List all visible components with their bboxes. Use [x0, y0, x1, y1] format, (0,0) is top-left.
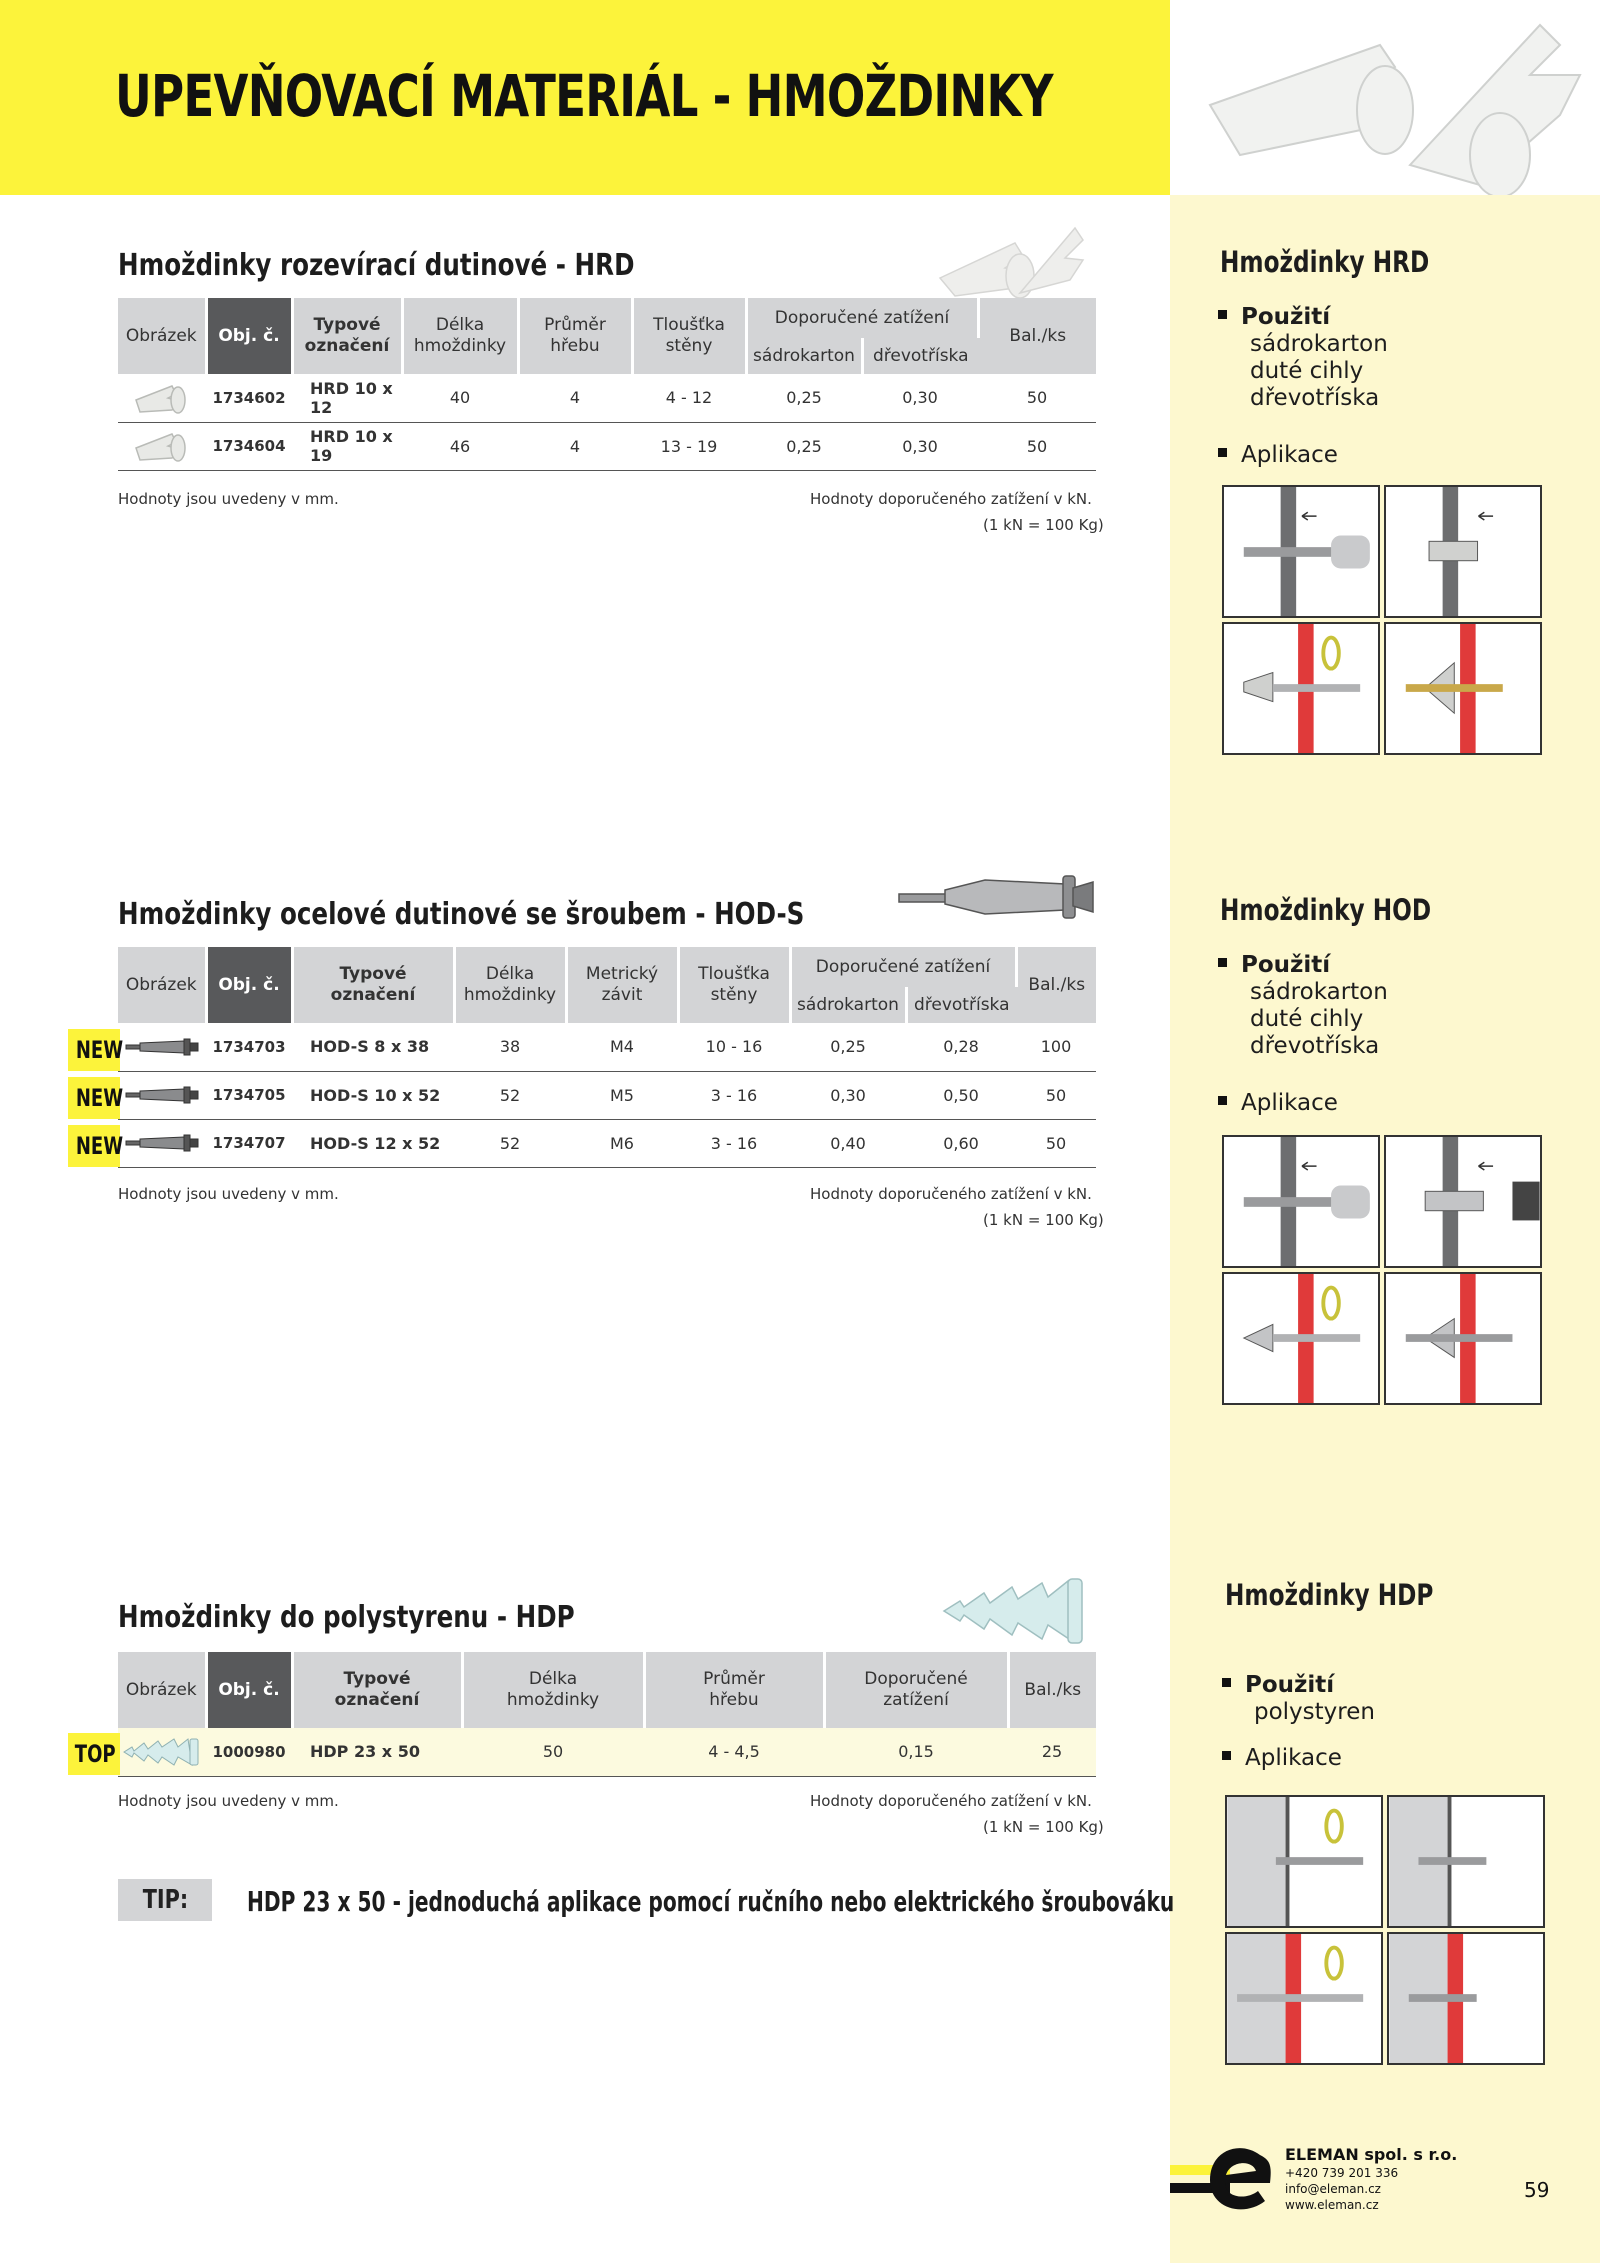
note-load: Hodnoty doporučeného zatížení v kN. — [810, 1792, 1092, 1810]
screw-icon — [1387, 1932, 1545, 2065]
screw-icon — [1384, 1272, 1542, 1405]
col-header-obrazek: Obrázek — [118, 1652, 206, 1728]
col-header-obrazek: Obrázek — [118, 947, 206, 1023]
bullet-icon — [1218, 958, 1227, 967]
table-row: 1734703 HOD-S 8 x 38 38 M4 10 - 16 0,25 0,28 100 — [118, 1023, 1096, 1071]
sidebar-usage-hod: Použití sádrokarton duté cihly dřevotříska — [1218, 952, 1388, 1060]
col-header-obj: Obj. č. — [206, 947, 292, 1023]
col-header-prumer: Průměr hřebu — [518, 298, 632, 374]
email-link[interactable]: info@eleman.cz — [1285, 2182, 1381, 2196]
bullet-icon — [1218, 1096, 1227, 1105]
screw-icon — [1387, 1795, 1545, 1928]
sidebar-title-hrd: Hmoždinky HRD — [1220, 245, 1430, 279]
web-link[interactable]: www.eleman.cz — [1285, 2198, 1379, 2212]
note-kn: (1 kN = 100 Kg) — [983, 516, 1104, 534]
sidebar-aplikace-hod: Aplikace — [1218, 1090, 1338, 1117]
col-header-obj: Obj. č. — [206, 1652, 292, 1728]
page-number: 59 — [1524, 2178, 1550, 2202]
bullet-icon — [1218, 310, 1227, 319]
new-badge: NEW — [68, 1125, 120, 1167]
col-header-drevotriska: dřevotříska — [906, 987, 1016, 1023]
sidebar-aplikace-hrd: Aplikace — [1218, 442, 1338, 469]
note-units: Hodnoty jsou uvedeny v mm. — [118, 1185, 339, 1203]
note-kn: (1 kN = 100 Kg) — [983, 1211, 1104, 1229]
table-hods — [118, 947, 1096, 1168]
product-thumb — [118, 1728, 206, 1776]
col-header-zatizeni: Doporučené zatížení — [790, 947, 1016, 987]
company-info: ELEMAN spol. s r.o. +420 739 201 336 info@eleman.cz www.eleman.cz — [1285, 2145, 1458, 2212]
top-badge: TOP — [68, 1733, 120, 1775]
eleman-logo — [1170, 2135, 1280, 2225]
col-header-tloustka: Tloušťka stěny — [632, 298, 746, 374]
sidebar-usage-hrd: Použití sádrokarton duté cihly dřevotříska — [1218, 304, 1388, 412]
col-header-sadrokarton: sádrokarton — [746, 338, 862, 374]
col-header-typove: Typové označení — [292, 1652, 462, 1728]
product-thumb — [118, 1023, 206, 1071]
bullet-icon — [1218, 448, 1227, 457]
col-header-delka: Délka hmoždinky — [454, 947, 566, 1023]
table-row: 1000980 HDP 23 x 50 50 4 - 4,5 0,15 25 — [118, 1728, 1096, 1776]
page-title: UPEVŇOVACÍ MATERIÁL - HMOŽDINKY — [115, 62, 1053, 130]
rotate-arrow-icon — [1222, 622, 1380, 755]
bullet-icon — [1222, 1751, 1231, 1760]
col-header-zavit: Metrický závit — [566, 947, 678, 1023]
table-row: 1734707 HOD-S 12 x 52 52 M6 3 - 16 0,40 0,60 50 — [118, 1119, 1096, 1167]
dowel-product-icon — [1384, 1135, 1542, 1268]
sidebar-usage-hdp: Použití polystyren — [1222, 1672, 1375, 1726]
sidebar-aplikace-hdp: Aplikace — [1222, 1745, 1342, 1772]
note-kn: (1 kN = 100 Kg) — [983, 1818, 1104, 1836]
hods-product-photo — [895, 870, 1100, 925]
rotate-arrow-icon — [1225, 1932, 1383, 2065]
table-row: 1734602 HRD 10 x 12 40 4 4 - 12 0,25 0,30 50 — [118, 374, 1096, 422]
section-title-hdp: Hmoždinky do polystyrenu - HDP — [118, 1600, 575, 1635]
product-thumb — [118, 1119, 206, 1167]
tip-label: TIP: — [118, 1879, 212, 1921]
note-units: Hodnoty jsou uvedeny v mm. — [118, 490, 339, 508]
section-title-hods: Hmoždinky ocelové dutinové se šroubem - HOD-S — [118, 897, 805, 932]
application-diagram-hdp — [1225, 1795, 1545, 2065]
col-header-typove: Typové označení — [292, 947, 454, 1023]
sidebar-title-hdp: Hmoždinky HDP — [1225, 1578, 1434, 1612]
bullet-icon — [1222, 1678, 1231, 1687]
col-header-delka: Délka hmoždinky — [462, 1652, 644, 1728]
col-header-zatizeni: Doporučené zatížení — [746, 298, 978, 338]
table-hdp — [118, 1652, 1096, 1777]
application-diagram-hod — [1222, 1135, 1542, 1405]
note-load: Hodnoty doporučeného zatížení v kN. — [810, 1185, 1092, 1203]
col-header-typove: Typové označení — [292, 298, 402, 374]
col-header-tloustka: Tloušťka stěny — [678, 947, 790, 1023]
dowel-product-icon — [1384, 485, 1542, 618]
sidebar-title-hod: Hmoždinky HOD — [1220, 893, 1432, 927]
note-units: Hodnoty jsou uvedeny v mm. — [118, 1792, 339, 1810]
section-title-hrd: Hmoždinky rozevírací dutinové - HRD — [118, 248, 635, 283]
hdp-product-photo — [940, 1575, 1090, 1647]
drill-icon — [1222, 1135, 1380, 1268]
col-header-obrazek: Obrázek — [118, 298, 206, 374]
screw-icon — [1384, 622, 1542, 755]
table-row: 1734604 HRD 10 x 19 46 4 13 - 19 0,25 0,30 50 — [118, 422, 1096, 470]
table-hrd — [118, 298, 1096, 471]
col-header-bal: Bal./ks — [978, 298, 1096, 374]
screw-icon — [1225, 1795, 1383, 1928]
new-badge: NEW — [68, 1077, 120, 1119]
rotate-arrow-icon — [1222, 1272, 1380, 1405]
hrd-product-photo — [935, 218, 1085, 303]
header-dowel-photo — [1180, 5, 1600, 195]
product-thumb — [118, 1071, 206, 1119]
col-header-sadrokarton: sádrokarton — [790, 987, 906, 1023]
col-header-bal: Bal./ks — [1008, 1652, 1096, 1728]
col-header-drevotriska: dřevotříska — [862, 338, 978, 374]
table-row: 1734705 HOD-S 10 x 52 52 M5 3 - 16 0,30 0,50 50 — [118, 1071, 1096, 1119]
note-load: Hodnoty doporučeného zatížení v kN. — [810, 490, 1092, 508]
drill-icon — [1222, 485, 1380, 618]
col-header-delka: Délka hmoždinky — [402, 298, 518, 374]
col-header-bal: Bal./ks — [1016, 947, 1096, 1023]
col-header-prumer: Průměr hřebu — [644, 1652, 824, 1728]
col-header-zatizeni: Doporučené zatížení — [824, 1652, 1008, 1728]
product-thumb — [118, 422, 206, 470]
tip-text: HDP 23 x 50 - jednoduchá aplikace pomocí ručního nebo elektrického šroubováku — [247, 1885, 1175, 1918]
product-thumb — [118, 374, 206, 422]
new-badge: NEW — [68, 1029, 120, 1071]
col-header-obj: Obj. č. — [206, 298, 292, 374]
application-diagram-hrd — [1222, 485, 1542, 755]
